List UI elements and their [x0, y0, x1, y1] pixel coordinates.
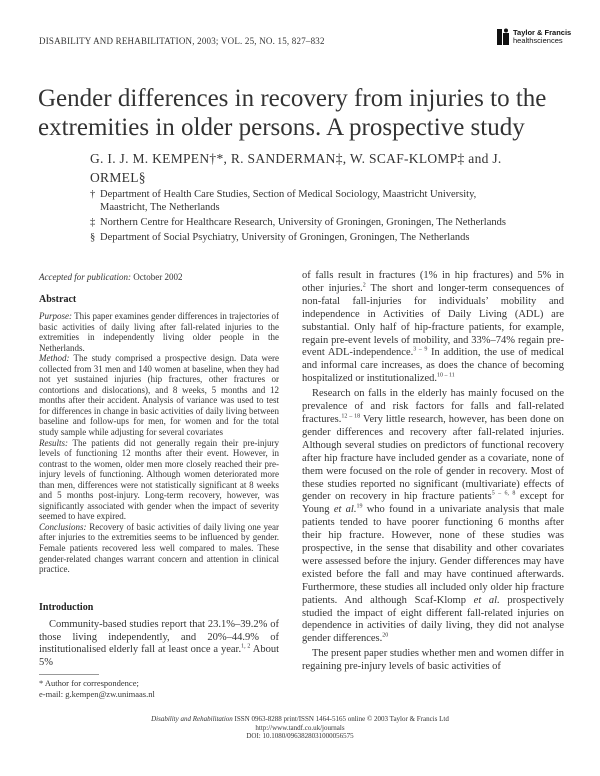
body-paragraph-3: The present paper studies whether men and women differ in regaining pre-injury levels of basic activities of	[302, 648, 565, 673]
body-text: In addition, the use of medical and informal care increases, as does the chance of becoming hospitalized or institutionalized.	[302, 347, 565, 385]
results-text: The patients did not generally regain their pre-injury levels of functioning 12 months after their event. However, in contrast to the women, older men more closely reached their pre-injury levels of functioning. Although women deteriorated more than men, differences were not statistically significant at 8 weeks and 5 months post-injury. Long-term recovery, however, was significantly associated with gender when the impact of severity seemed to have expired.	[39, 437, 279, 522]
body-text: prospectively studied the impact of eight different fall-related injuries on dependence in activities of daily living, they did not analyse gender differences.	[302, 594, 564, 645]
correspondence-footnote	[39, 674, 279, 699]
body-text: Research on falls in the elderly has mainly focused on the prevalence of and risk factors for falls and fall-related fractures.	[302, 388, 564, 425]
conclusions-label: Conclusions:	[39, 521, 87, 532]
purpose-text: This paper examines gender differences in trajectories of basic activities of daily living after fall-related injuries to the extremities in independently living older people in the Netherlands.	[39, 311, 279, 353]
footer-issn-text: ISSN 0963-8288 print/ISSN 1464-5165 online © 2003 Taylor & Francis Ltd	[232, 715, 449, 723]
purpose-label: Purpose:	[39, 311, 72, 321]
introduction-paragraph	[39, 619, 279, 671]
abstract-conclusions	[39, 522, 279, 575]
citation-ref: 10 – 11	[437, 372, 455, 379]
footnote-divider	[39, 674, 99, 675]
citation-ref: 5 – 6, 8	[491, 490, 516, 497]
affiliation-text: Department of Social Psychiatry, University of Groningen, Groningen, The Netherlands	[100, 232, 470, 243]
body-text: The short and longer-term consequences of non-fatal fall-injuries for individuals’ mobility and independence in Activities of Daily Living (ADL) are substantial. Only half of hip-fracture patients, for example, regain pre-event levels of mobility, and 33%–74% regain pre-event ADL-independence.	[302, 282, 564, 359]
footer-journal: Disability and Rehabilitation	[151, 715, 233, 723]
citation-ref: 20	[382, 632, 389, 639]
body-text: who found in a univariate analysis that male patients tended to have poorer functioning 6 months after their hip fracture. However, none of these studies was prospective, in the sense that disability and other covariates were assessed before the injury. Gender differences may have existed before the fall and may have continued afterwards. Furthermore, these studies all included only older hip fracture patients. And although Scaf-Klomp	[302, 504, 564, 606]
footer-issn	[0, 715, 600, 724]
affiliation-text: Department of Health Care Studies, Section of Medical Sociology, Maastricht University, Maastricht, The Netherlands	[100, 189, 477, 213]
publisher-logo	[496, 28, 571, 46]
body-paragraph-1	[302, 270, 564, 386]
citation-ref: 2	[362, 282, 366, 289]
author-list: G. I. J. M. KEMPEN†*, R. SANDERMAN‡, W. SCAF-KLOMP‡ and J. ORMEL§	[90, 151, 502, 185]
abstract-method	[39, 353, 279, 437]
affiliation-item	[90, 216, 510, 229]
et-al: et al.	[473, 594, 500, 606]
method-label: Method:	[39, 353, 70, 364]
conclusions-text: Recovery of basic activities of daily living one year after injuries to the extremities seems to be influenced by gender. Female patients recovered less well compared to males. These gender-related changes warrant concern and attention in clinical practice.	[39, 521, 279, 575]
affiliation-text: Northern Centre for Healthcare Research, University of Groningen, Groningen, The Netherlands	[100, 217, 506, 228]
citation-ref: 3 – 9	[413, 346, 428, 353]
publisher-division: healthsciences	[513, 36, 563, 45]
body-text: Very little research, however, has been done on gender differences and recovery after fall-related injuries. Although several studies on predictors of functional recovery after hip fracture have included gender as a covariate, none of them were focused on the role of gender in recovery. Most of these studies reported no significant (multivariate) effects of gender on recovery in hip fracture patients	[302, 413, 565, 503]
right-column	[302, 270, 564, 674]
method-text: The study comprised a prospective design. Data were collected from 31 men and 140 women at baseline, when they had not yet sustained injuries (hip fractures, other fractures or contortions and dislocations), and 8 weeks, 5 months and 12 months after their accident. Analysis of variance was used to test for differences in change in basic activities of daily living between baseline and follow-ups for men, for women and for the total study sample while adjusting for several covariates	[39, 353, 279, 438]
citation-ref: 1, 2	[241, 643, 251, 650]
page-footer	[0, 715, 600, 741]
article-title: Gender differences in recovery from injuries to the extremities in older persons. A prospective study	[38, 85, 547, 141]
affiliation-item	[90, 231, 510, 244]
footer-url: http://www.tandf.co.uk/journals	[255, 723, 345, 732]
intro-text-tail: About 5%	[39, 644, 280, 669]
affiliation-mark: ‡	[90, 217, 96, 228]
affiliation-mark: §	[90, 232, 96, 243]
introduction-heading: Introduction	[39, 601, 94, 613]
citation-ref: 19	[356, 503, 363, 510]
body-text: except for Young	[302, 491, 564, 516]
abstract-results	[39, 438, 279, 522]
footer-doi: DOI: 10.1080/0963828031000056575	[246, 732, 354, 741]
left-column	[39, 272, 279, 670]
affiliation-mark: †	[90, 189, 96, 200]
abstract-purpose	[39, 311, 279, 353]
intro-text: Community-based studies report that 23.1%–39.2% of those living independently, and 20%–44.9% of institutionalised elderly fall at least once a year.	[39, 618, 279, 656]
footnote-author: * Author for correspondence;	[39, 678, 139, 688]
footnote-email: e-mail: g.kempen@zw.unimaas.nl	[39, 688, 155, 699]
affiliation-list	[90, 188, 510, 246]
citation-ref: 12 – 18	[341, 413, 361, 420]
body-paragraph-2	[302, 388, 564, 646]
results-label: Results:	[39, 437, 68, 448]
et-al: et al.	[333, 504, 357, 516]
abstract-body	[39, 311, 279, 575]
accepted-value: October 2002	[130, 272, 183, 282]
taylor-francis-logo-icon	[496, 28, 510, 46]
accepted-date	[39, 272, 279, 283]
accepted-label: Accepted for publication:	[39, 272, 131, 282]
abstract-heading: Abstract	[39, 294, 77, 305]
body-text: of falls result in fractures (1% in hip fractures) and 5% in other injuries.	[302, 270, 564, 294]
affiliation-item	[90, 188, 510, 214]
publisher-name: Taylor & Francis	[513, 27, 572, 37]
running-head: DISABILITY AND REHABILITATION, 2003; VOL. 25, NO. 15, 827–832	[39, 36, 325, 46]
